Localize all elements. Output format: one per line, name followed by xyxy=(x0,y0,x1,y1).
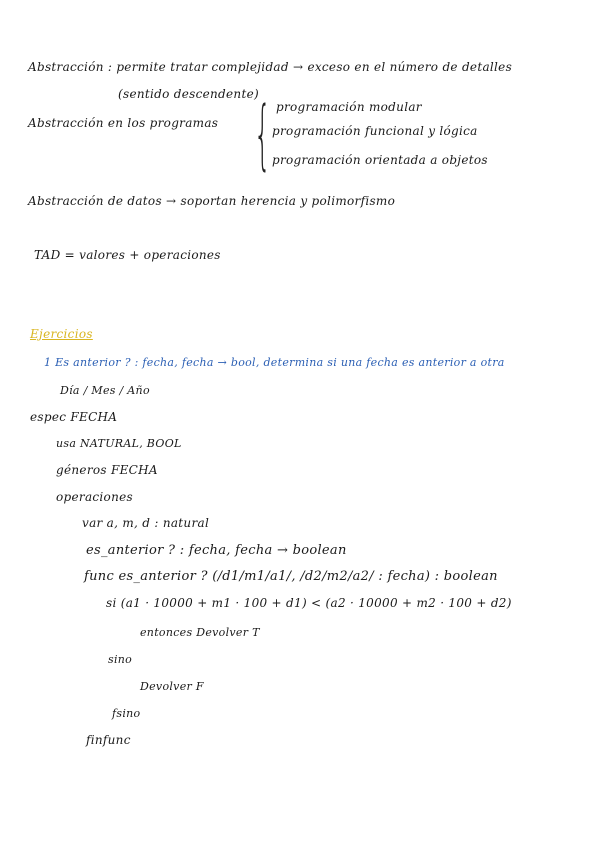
ejercicios-heading: Ejercicios xyxy=(30,327,93,341)
es-anterior-signatura: es_anterior ? : fecha, fecha → boolean xyxy=(86,543,347,558)
devolver-f: Devolver F xyxy=(140,680,204,693)
programacion-funcional: programación funcional y lógica xyxy=(272,124,478,138)
var-declaracion: var a, m, d : natural xyxy=(82,516,210,530)
usa-natural-bool: usa NATURAL, BOOL xyxy=(56,437,182,450)
tad-definicion: TAD = valores + operaciones xyxy=(34,248,221,262)
operaciones: operaciones xyxy=(56,490,133,504)
sentido-descendente: (sentido descendente) xyxy=(118,87,259,101)
formato-fecha: Día / Mes / Año xyxy=(60,384,150,397)
func-es-anterior: func es_anterior ? (/d1/m1/a1/, /d2/m2/a2/ : fecha) : boolean xyxy=(84,569,498,584)
abstraccion-datos: Abstracción de datos → soportan herencia y polimorfismo xyxy=(28,194,396,208)
finfunc: finfunc xyxy=(86,733,131,747)
programacion-objetos: programación orientada a objetos xyxy=(272,153,488,167)
espec-fecha: espec FECHA xyxy=(30,410,118,424)
abstraccion-programas: Abstracción en los programas xyxy=(28,116,219,130)
fsino: fsino xyxy=(112,707,141,720)
condicion-si: si (a1 · 10000 + m1 · 100 + d1) < (a2 · 10000 + m2 · 100 + d2) xyxy=(106,596,512,610)
abstraccion-definicion: Abstracción : permite tratar complejidad → exceso en el número de detalles xyxy=(28,60,513,74)
ejercicio-1: 1 Es anterior ? : fecha, fecha → bool, determina si una fecha es anterior a otra xyxy=(44,356,505,369)
programacion-modular: programación modular xyxy=(276,100,422,114)
curly-brace-icon: { xyxy=(254,89,271,178)
entonces-devolver-t: entonces Devolver T xyxy=(140,626,260,639)
generos-fecha: géneros FECHA xyxy=(56,463,158,477)
sino: sino xyxy=(108,653,133,666)
